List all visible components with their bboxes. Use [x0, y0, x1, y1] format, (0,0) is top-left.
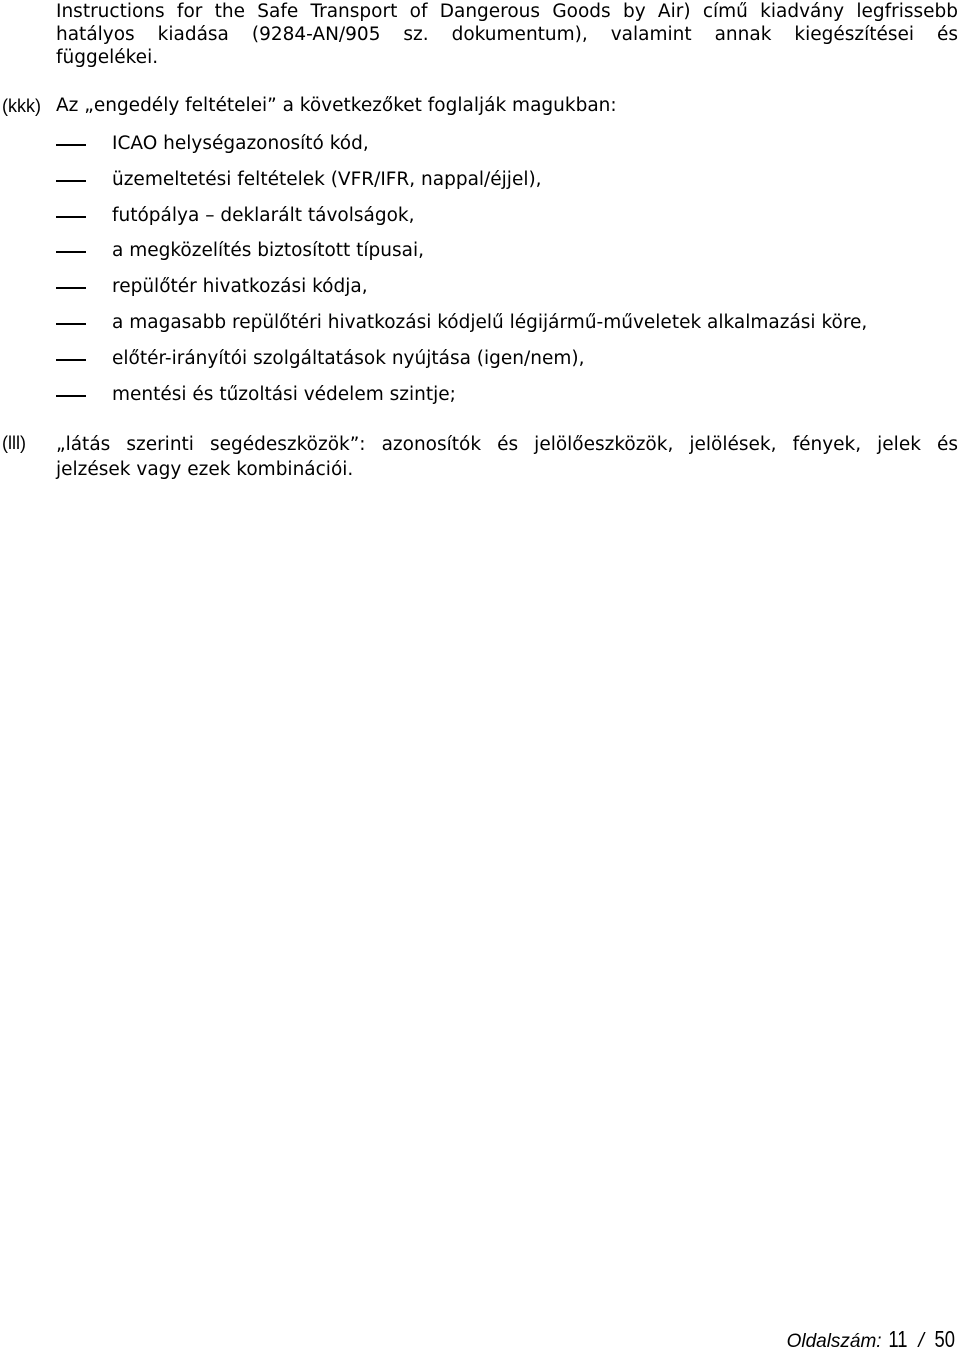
dash-bullet [56, 144, 86, 146]
dash-bullet [56, 359, 86, 361]
list-item [0, 205, 960, 229]
page-number-label: Oldalszám: [786, 1331, 882, 1352]
list-item-text: a megközelítés biztosított típusai, [112, 240, 425, 261]
lll-line-2: jelzések vagy ezek kombinációi. [56, 459, 354, 480]
list-item-text: előtér-irányítói szolgáltatások nyújtása (igen/nem), [112, 348, 585, 369]
list-item [0, 348, 960, 372]
current-page-number: 11 [888, 1326, 908, 1352]
list-item [0, 312, 960, 336]
lll-line-1: „látás szerinti segédeszközök”: azonosítók és jelölőeszközök, jelölések, fények, jelek és [56, 434, 958, 455]
list-item-text: futópálya – deklarált távolságok, [112, 205, 415, 226]
list-item-text: repülőtér hivatkozási kódja, [112, 276, 368, 297]
list-item-text: üzemeltetési feltételek (VFR/IFR, nappal/éjjel), [112, 169, 542, 190]
list-item-text: ICAO helységazonosító kód, [112, 133, 369, 154]
dash-bullet [56, 180, 86, 182]
dash-bullet [56, 323, 86, 325]
dash-bullet [56, 216, 86, 218]
intro-line-3: függelékei. [56, 47, 159, 68]
intro-line-1: Instructions for the Safe Transport of Dangerous Goods by Air) című kiadvány legfrissebb [56, 1, 958, 22]
list-item-text: a magasabb repülőtéri hivatkozási kódjelű légijármű-műveletek alkalmazási köre, [112, 312, 868, 333]
dash-bullet [56, 287, 86, 289]
item-marker-lll: (lll) [2, 433, 26, 453]
dash-bullet [56, 251, 86, 253]
intro-paragraph [56, 0, 958, 69]
kkk-heading: Az „engedély feltételei” a következőket foglalják magukban: [56, 95, 617, 116]
dash-bullet [56, 395, 86, 397]
list-item [0, 169, 960, 193]
item-marker-kkk: (kkk) [2, 96, 41, 116]
intro-line-2: hatályos kiadása (9284-AN/905 sz. dokumentum), valamint annak kiegészítései és [56, 24, 958, 45]
lll-paragraph [56, 432, 958, 482]
page-separator: / [918, 1330, 924, 1352]
list-item [0, 384, 960, 408]
list-item [0, 133, 960, 157]
page-footer [787, 1326, 958, 1353]
list-item [0, 276, 960, 300]
total-page-count: 50 [934, 1326, 956, 1352]
list-item-text: mentési és tűzoltási védelem szintje; [112, 384, 456, 405]
list-item [0, 240, 960, 264]
